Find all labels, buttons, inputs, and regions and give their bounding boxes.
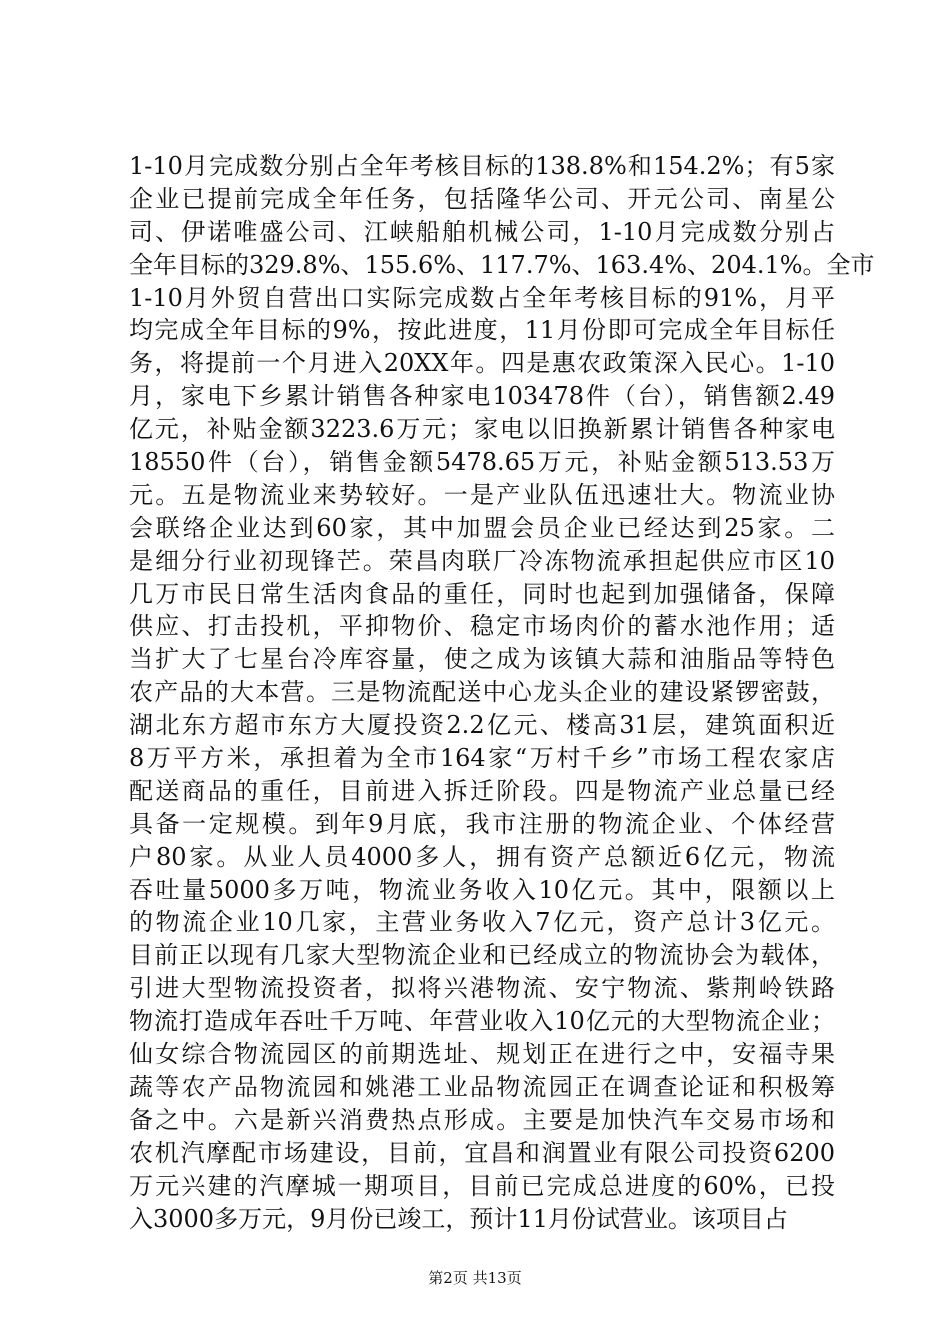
- text-line: 供应、打击投机，平抑物价、稳定市场肉价的蓄水池作用；适: [129, 612, 835, 641]
- text-line: 1-10月外贸自营出口实际完成数占全年考核目标的91%，月平: [129, 283, 835, 312]
- text-line: 当扩大了七星台冷库容量，使之成为该镇大蒜和油脂品等特色: [129, 645, 835, 674]
- text-line: 具备一定规模。到年9月底，我市注册的物流企业、个体经营: [129, 809, 835, 838]
- text-line: 湖北东方超市东方大厦投资2.2亿元、楼高31层，建筑面积近: [129, 711, 835, 740]
- text-line: 18550件（台），销售金额5478.65万元，补贴金额513.53万: [129, 448, 835, 477]
- text-line: 8万平方米，承担着为全市164家“万村千乡”市场工程农家店: [129, 744, 835, 773]
- text-line: 吞吐量5000多万吨，物流业务收入10亿元。其中，限额以上: [129, 875, 835, 904]
- text-line: 司、伊诺唯盛公司、江峡船舶机械公司，1-10月完成数分别占: [129, 217, 835, 246]
- text-line: 亿元，补贴金额3223.6万元；家电以旧换新累计销售各种家电: [129, 415, 835, 444]
- text-line: 万元兴建的汽摩城一期项目，目前已完成总进度的60%，已投: [129, 1171, 835, 1200]
- text-line: 备之中。六是新兴消费热点形成。主要是加快汽车交易市场和: [129, 1105, 835, 1134]
- text-line: 户80家。从业人员4000多人，拥有资产总额近6亿元，物流: [129, 842, 835, 871]
- text-line: 仙女综合物流园区的前期选址、规划正在进行之中，安福寺果: [129, 1040, 835, 1069]
- text-line: 几万市民日常生活肉食品的重任，同时也起到加强储备，保障: [129, 579, 835, 608]
- text-line: 农机汽摩配市场建设，目前，宜昌和润置业有限公司投资6200: [129, 1138, 835, 1167]
- text-line: 1-10月完成数分别占全年考核目标的138.8%和154.2%；有5家: [129, 152, 835, 180]
- text-line: 配送商品的重任，目前进入拆迁阶段。四是物流产业总量已经: [129, 776, 835, 805]
- text-line: 物流打造成年吞吐千万吨、年营业收入10亿元的大型物流企业；: [129, 1007, 835, 1036]
- text-line: 引进大型物流投资者，拟将兴港物流、安宁物流、紫荆岭铁路: [129, 974, 835, 1003]
- text-line: 均完成全年目标的9%，按此进度，11月份即可完成全年目标任: [129, 316, 835, 345]
- text-line: 月，家电下乡累计销售各种家电103478件（台），销售额2.49: [129, 382, 835, 411]
- text-line: 蔬等农产品物流园和姚港工业品物流园正在调查论证和积极筹: [129, 1072, 835, 1101]
- text-line: 目前正以现有几家大型物流企业和已经成立的物流协会为载体，: [129, 941, 835, 970]
- text-line: 入3000多万元，9月份已竣工，预计11月份试营业。该项目占: [129, 1204, 788, 1233]
- text-line: 企业已提前完成全年任务，包括隆华公司、开元公司、南星公: [129, 184, 835, 213]
- text-line: 元。五是物流业来势较好。一是产业队伍迅速壮大。物流业协: [129, 480, 835, 509]
- text-line: 务，将提前一个月进入20XX年。四是惠农政策深入民心。1-10: [129, 349, 835, 378]
- text-line: 会联络企业达到60家，其中加盟会员企业已经达到25家。二: [129, 513, 835, 542]
- text-line: 是细分行业初现锋芒。荣昌肉联厂冷冻物流承担起供应市区10: [129, 546, 835, 575]
- text-line: 全年目标的329.8%、155.6%、117.7%、163.4%、204.1%。全市: [129, 250, 875, 279]
- text-line: 农产品的大本营。三是物流配送中心龙头企业的建设紧锣密鼓，: [129, 678, 835, 707]
- page-number: 第2页 共13页: [428, 1269, 522, 1287]
- document-body: [129, 150, 875, 1233]
- text-line: 的物流企业10几家，主营业务收入7亿元，资产总计3亿元。: [129, 908, 835, 937]
